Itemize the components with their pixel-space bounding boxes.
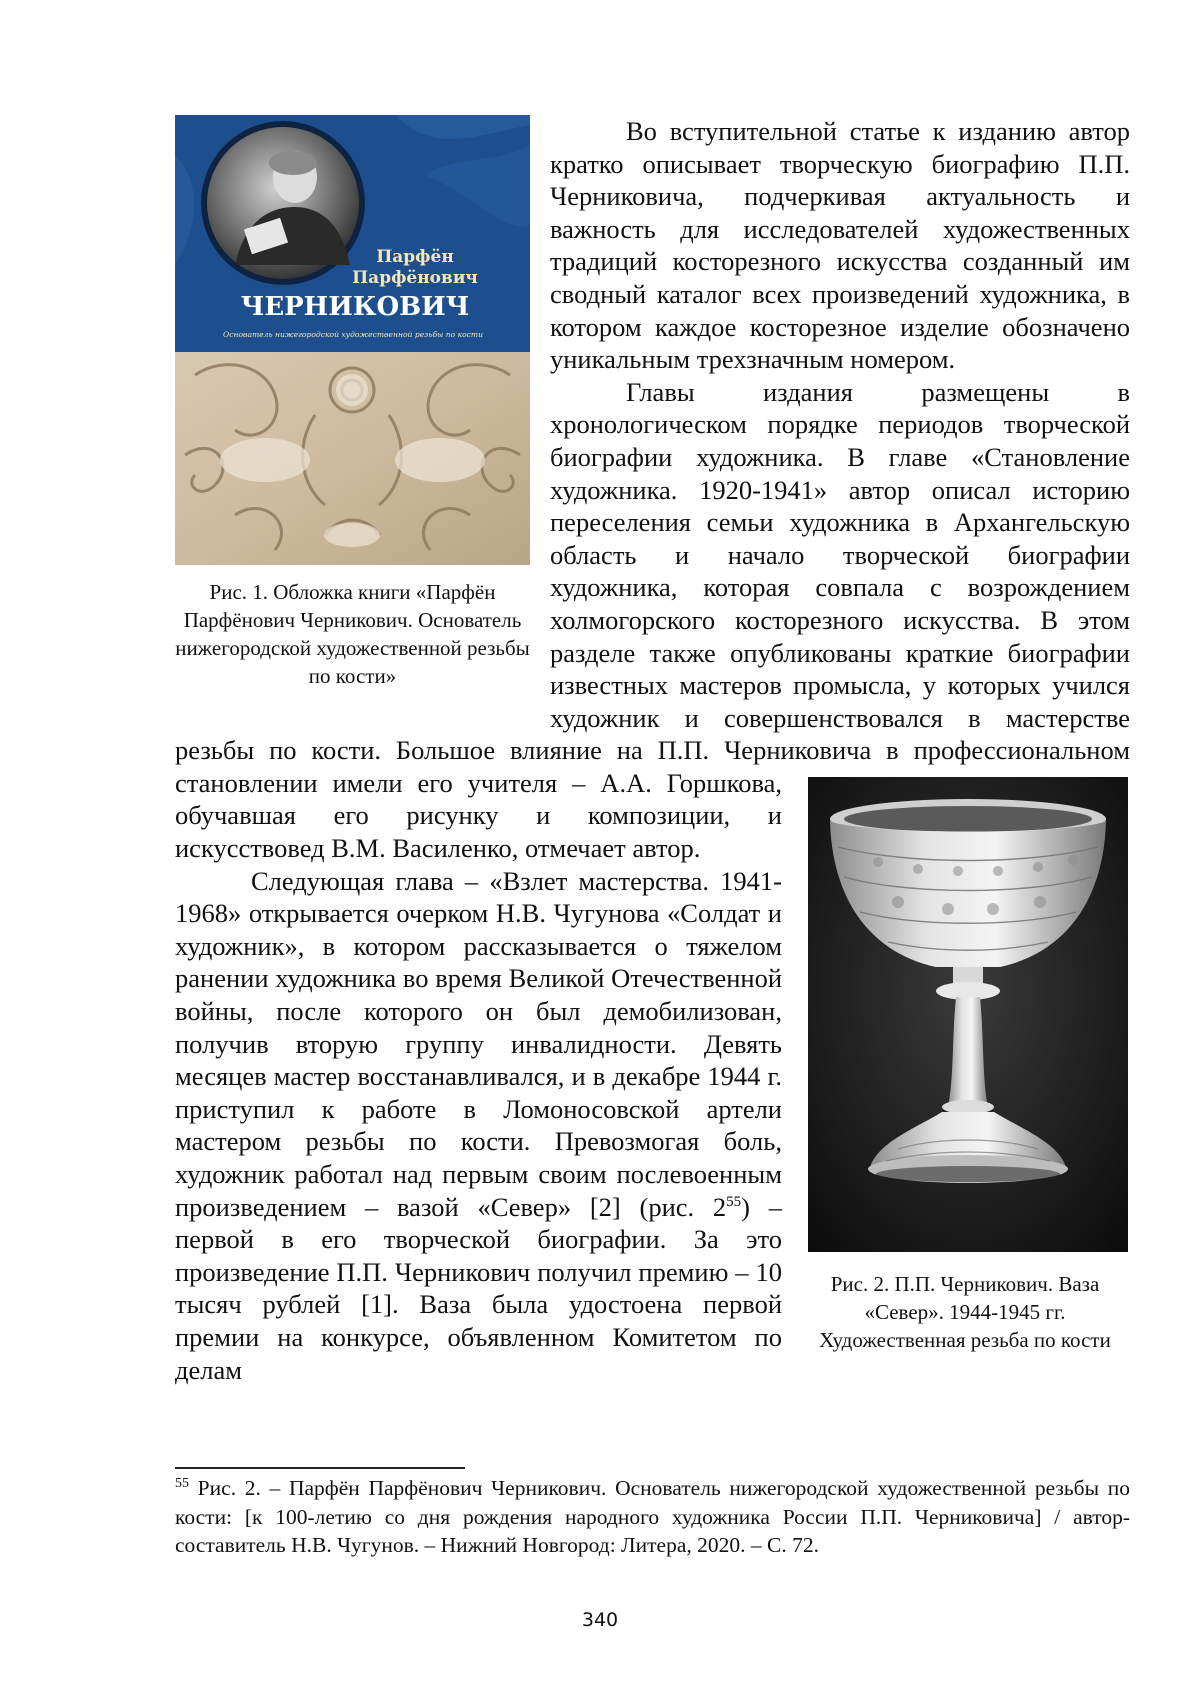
cover-surname: ЧЕРНИКОВИЧ [240,292,470,322]
footnote-separator [175,1467,465,1469]
paragraph-3-text-before: Следующая глава – «Взлет мастерства. 1941-1968» открывается очерком Н.В. Чугунова «Солдат и художник», в котором рассказывается о тяжелом ранении художника во время Великой Отечественной войны, после которого он был демобилизован, получив вторую группу инвалидности. Девять месяцев мастер восстанавливался, и в декабре 1944 г. приступил к работе в Ломоносовской артели мастером резьбы по кости. Превозмогая боль, художник работал над первым своим послевоенным произведением – вазой «Север» [2] (рис. 2 [175,865,782,1222]
figure-2 [800,777,1130,1377]
paragraph-2: Главы издания размещены в хронологическом порядке периодов творческой биографии художника. В главе «Становление художника. 1920-1941» автор описал историю переселения семьи художника в Архангельскую область и начало творческой биографии художника, которая совпала с возрождением холмогорского косторезного искусства. В этом разделе также опубликованы краткие биографии известных мастеров промысла, у которых учился художник и совершенствовался в мастерстве резьбы по кости. Большое влияние на П.П. Черниковича в профессиональном Рис. 2. П.П. Черникович. Ваза «Север». 1944-1945 гг. Художественная резьба по кости становлении имели его учителя – А.А. Горшкова, обучавшая его рисунку и композиции, и искусствовед В.М. Василенко, отмечает автор. [175,376,1130,865]
paragraph-3-text-after: ) – первой в его творческой биографии. За это произведение П.П. Черникович получил премию – 10 тысяч рублей [1]. Ваза была удостоена первой премии на конкурсе, объявленном Комитетом по делам [175,1191,782,1385]
cover-name-line1: Парфён [376,247,454,267]
figure-1-caption: Рис. 1. Обложка книги «Парфён Парфёнович Черникович. Основатель нижегородской художественной резьбы по кости» [175,580,530,688]
paragraph-2-text: Главы издания размещены в хронологическом порядке периодов творческой биографии художника. В главе «Становление художника. 1920-1941» автор описал историю переселения семьи художника в Архангельскую область и начало творческой биографии художника, которая совпала с возрождением холмогорского косторезного искусства. В этом разделе также опубликованы краткие биографии известных мастеров промысла, у которых учился художник и совершенствовался в мастерстве резьбы по кости. Большое влияние на П.П. Черниковича в профессиональном [175,376,1130,766]
cover-subtitle: Основатель нижегородской художественной резьбы по кости [222,330,484,339]
footnote-text: Рис. 2. – Парфён Парфёнович Черникович. Основатель нижегородской художественной резьбы по кости: [к 100-летию со дня рождения народного художника России П.П. Черниковича] / автор-составитель Н.В. Чугунов. – Нижний Новгород: Литера, 2020. – С. 72. [175,1476,1130,1557]
body-text [175,115,1130,1386]
page-number: 340 [581,1609,619,1631]
cover-name-line2: Парфёнович [352,268,478,288]
paragraph-1: Во вступительной статье к изданию автор кратко описывает творческую биографию П.П. Черниковича, подчеркивая актуальность и важность для исследователей художественных традиций косторезного искусства созданный им сводный каталог всех произведений художника, в котором каждое косторезное изделие обозначено уникальным трехзначным номером. [550,116,1130,375]
figure-1 [175,115,540,730]
book-cover-image [175,115,530,565]
footnote-reference: 55 [726,1193,742,1210]
vase-photo [808,777,1128,1252]
footnote [175,1474,1130,1560]
footnote-marker: 55 [175,1475,189,1491]
figure-2-caption: Рис. 2. П.П. Черникович. Ваза «Север». 1944-1945 гг. Художественная резьба по кости [819,1271,1111,1352]
